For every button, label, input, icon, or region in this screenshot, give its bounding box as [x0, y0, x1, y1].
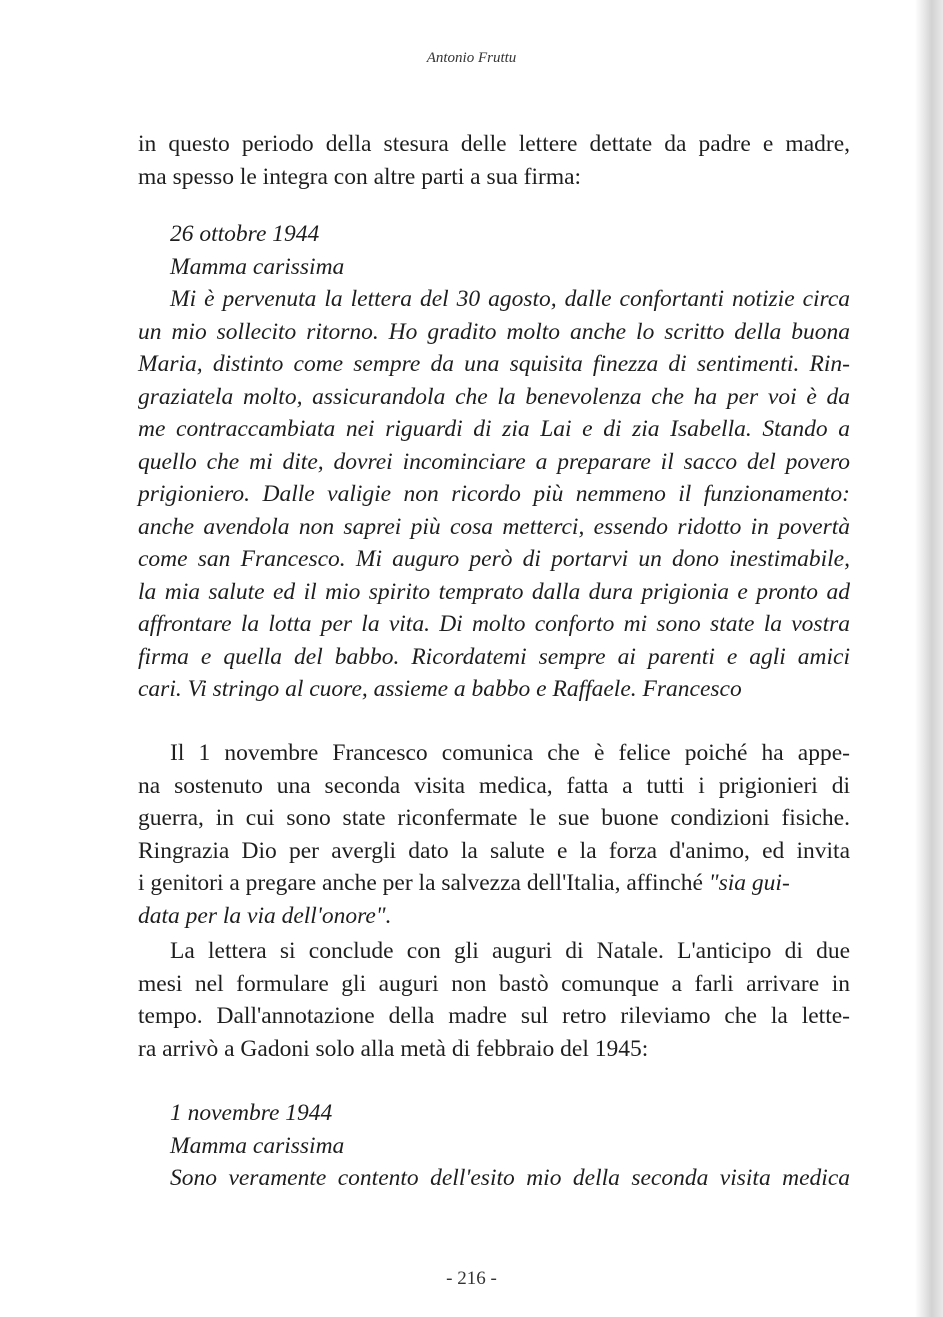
intro-paragraph [138, 128, 850, 193]
text-line-segment: i genitori a pregare anche per la salvezza dell'Italia, affinché [138, 870, 703, 896]
letter-2 [170, 1097, 850, 1195]
letter-1-body [138, 283, 850, 706]
running-header: Antonio Fruttu [426, 50, 517, 66]
text-line: ra arrivò a Gadoni solo alla metà di febbraio del 1945: [138, 1035, 649, 1062]
page-number: - 216 - [446, 1268, 497, 1289]
letter-line: firma e quella del babbo. Ricordatemi sempre ai parenti e agli amici [138, 643, 850, 670]
letter-line: come san Francesco. Mi auguro però di portarvi un dono inestimabile, [138, 546, 850, 572]
text-line [138, 900, 850, 933]
page-gutter-shadow [915, 0, 943, 1317]
text-line: La lettera si conclude con gli auguri di Natale. L'anticipo di due [170, 938, 850, 964]
letter-line: anche avendola non saprei più cosa metterci, essendo ridotto in povertà [138, 513, 850, 540]
text-line: ma spesso le integra con altre parti a sua firma: [138, 163, 582, 190]
text-line: tempo. Dall'annotazione della madre sul retro rileviamo che la lette- [138, 1003, 850, 1029]
letter-line: prigioniero. Dalle valigie non ricordo più nemmeno il funzionamento: [138, 481, 850, 507]
letter-line: Sono veramente contento dell'esito mio della seconda visita medica [170, 1165, 850, 1191]
letter-line: Mi è pervenuta la lettera del 30 agosto, dalle confortanti notizie circa [170, 286, 850, 312]
letter-date: 1 novembre 1944 [170, 1100, 333, 1126]
text-line [138, 867, 850, 900]
paragraph-2 [138, 935, 850, 1065]
letter-line: graziatela molto, assicurandola che la benevolenza che ha per voi è da [138, 383, 850, 410]
text-line: Il 1 novembre Francesco comunica che è felice poiché ha appe- [170, 740, 850, 766]
letter-line: me contraccambiata nei riguardi di zia Lai e di zia Isabella. Stando a [138, 416, 850, 442]
text-line: guerra, in cui sono state riconfermate le sue buone condizioni fisiche. [138, 805, 850, 831]
paragraph-1 [138, 737, 850, 932]
letter-line: cari. Vi stringo al cuore, assieme a babbo e Raffaele. Francesco [138, 676, 742, 702]
letter-salutation: Mamma carissima [170, 1132, 345, 1159]
letter-date: 26 ottobre 1944 [170, 221, 320, 247]
letter-1 [170, 218, 850, 283]
letter-line: affrontare la lotta per la vita. Di molto conforto mi sono state la vostra [138, 611, 850, 637]
text-line: Ringrazia Dio per avergli dato la salute e la forza d'animo, ed invita [138, 837, 850, 864]
letter-salutation: Mamma carissima [170, 253, 345, 280]
quote-end: data per la via dell'onore". [138, 902, 392, 929]
text-line: mesi nel formulare gli auguri non bastò comunque a farli arrivare in [138, 970, 850, 997]
quote-start: "sia gui- [708, 870, 790, 896]
text-line: na sostenuto una seconda visita medica, fatta a tutti i prigionieri di [138, 772, 850, 799]
text-line: in questo periodo della stesura delle lettere dettate da padre e madre, [138, 131, 850, 157]
letter-line: quello che mi dite, dovrei incominciare a preparare il sacco del povero [138, 448, 850, 475]
letter-line: Maria, distinto come sempre da una squisita finezza di sentimenti. Rin- [138, 351, 850, 377]
letter-line: un mio sollecito ritorno. Ho gradito molto anche lo scritto della buona [138, 318, 850, 345]
letter-line: la mia salute ed il mio spirito temprato dalla dura prigionia e pronto ad [138, 578, 850, 605]
